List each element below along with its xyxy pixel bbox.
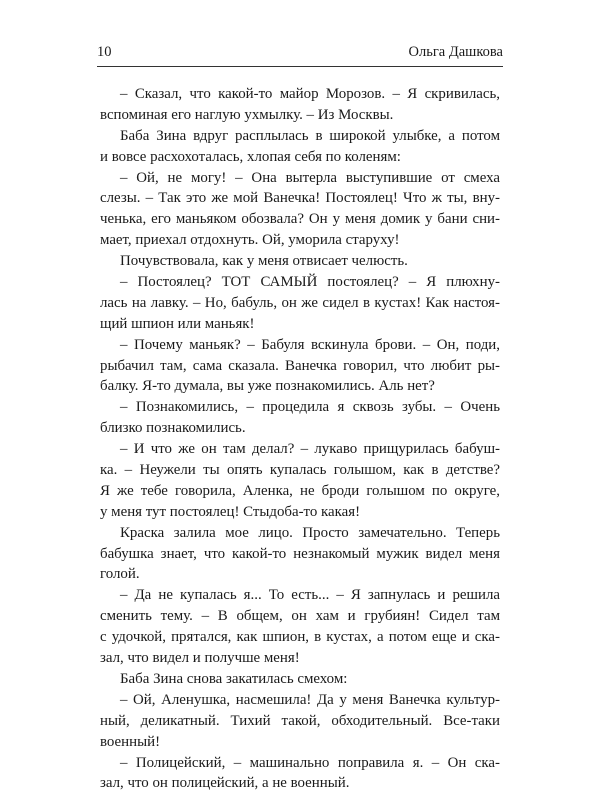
text-line: – Да не купалась я... То есть... – Я запнулась и решила <box>120 587 500 604</box>
text-line: голой. <box>100 566 140 583</box>
text-line: сменить тему. – В общем, он хам и грубиян! Сидел там <box>100 608 500 625</box>
text-line: – Ой, Аленушка, насмешила! Да у меня Ванечка культур- <box>120 691 500 708</box>
text-line: ка. – Неужели ты опять купалась голышом, как в детстве? <box>100 462 500 479</box>
text-line: бабушка знает, что какой-то незнакомый мужик видел меня <box>100 545 500 562</box>
text-line: – Ой, не могу! – Она вытерла выступившие от смеха <box>120 169 500 186</box>
text-line: – Почему маньяк? – Бабуля вскинула брови. – Он, поди, <box>120 336 500 353</box>
text-line: – Постоялец? ТОТ САМЫЙ постоялец? – Я плюхну- <box>120 274 500 291</box>
text-line: и вовсе расхохоталась, хлопая себя по коленям: <box>100 148 401 165</box>
text-line: – И что же он там делал? – лукаво прищурилась бабуш- <box>120 441 500 458</box>
text-line: мает, приехал отдохнуть. Ой, уморила старуху! <box>100 232 400 249</box>
text-line: рыбачил там, сама сказала. Ванечка говорил, что любит ры- <box>100 357 500 374</box>
text-line: щий шпион или маньяк! <box>100 315 255 332</box>
text-line: зал, что видел и получше меня! <box>100 650 300 667</box>
text-line: ный, деликатный. Тихий такой, обходительный. Все-таки <box>100 712 500 729</box>
text-line: близко познакомились. <box>100 420 246 437</box>
running-head <box>97 42 503 64</box>
text-line: Почувствовала, как у меня отвисает челюсть. <box>120 253 408 270</box>
text-line: военный! <box>100 733 161 750</box>
text-line: Баба Зина снова закатилась смехом: <box>120 670 348 687</box>
text-line: Баба Зина вдруг расплылась в широкой улыбке, а потом <box>120 127 500 144</box>
text-line: у меня тут постоялец! Стыдоба-то какая! <box>100 503 361 520</box>
text-line: Краска залила мое лицо. Просто замечательно. Теперь <box>120 524 500 541</box>
body-text <box>100 84 500 794</box>
text-line: вспоминая его наглую ухмылку. – Из Москвы. <box>100 106 394 123</box>
text-line: Я же тебе говорила, Аленка, не броди голышом по округе, <box>100 482 500 499</box>
text-line: с удочкой, прятался, как шпион, в кустах, а потом еще и ска- <box>100 629 500 646</box>
text-line: слезы. – Так это же мой Ванечка! Постоялец! Что ж ты, вну- <box>100 190 500 207</box>
text-line: – Познакомились, – процедила я сквозь зубы. – Очень <box>120 399 500 416</box>
page-number: 10 <box>97 44 112 60</box>
text-line: лась на лавку. – Но, бабуль, он же сидел в кустах! Как настоя- <box>100 294 500 311</box>
text-line: – Полицейский, – машинально поправила я. – Он ска- <box>120 754 500 771</box>
header-rule <box>97 66 503 67</box>
text-line: ченька, его маньяком обозвала? Он у меня домик у бани сни- <box>100 211 500 228</box>
text-line: – Сказал, что какой-то майор Морозов. – Я скривилась, <box>120 86 500 102</box>
text-line: балку. Я-то думала, вы уже познакомились. Аль нет? <box>100 378 435 395</box>
text-line: зал, что он полицейский, а не военный. <box>100 775 350 792</box>
running-head-author: Ольга Дашкова <box>408 44 503 60</box>
